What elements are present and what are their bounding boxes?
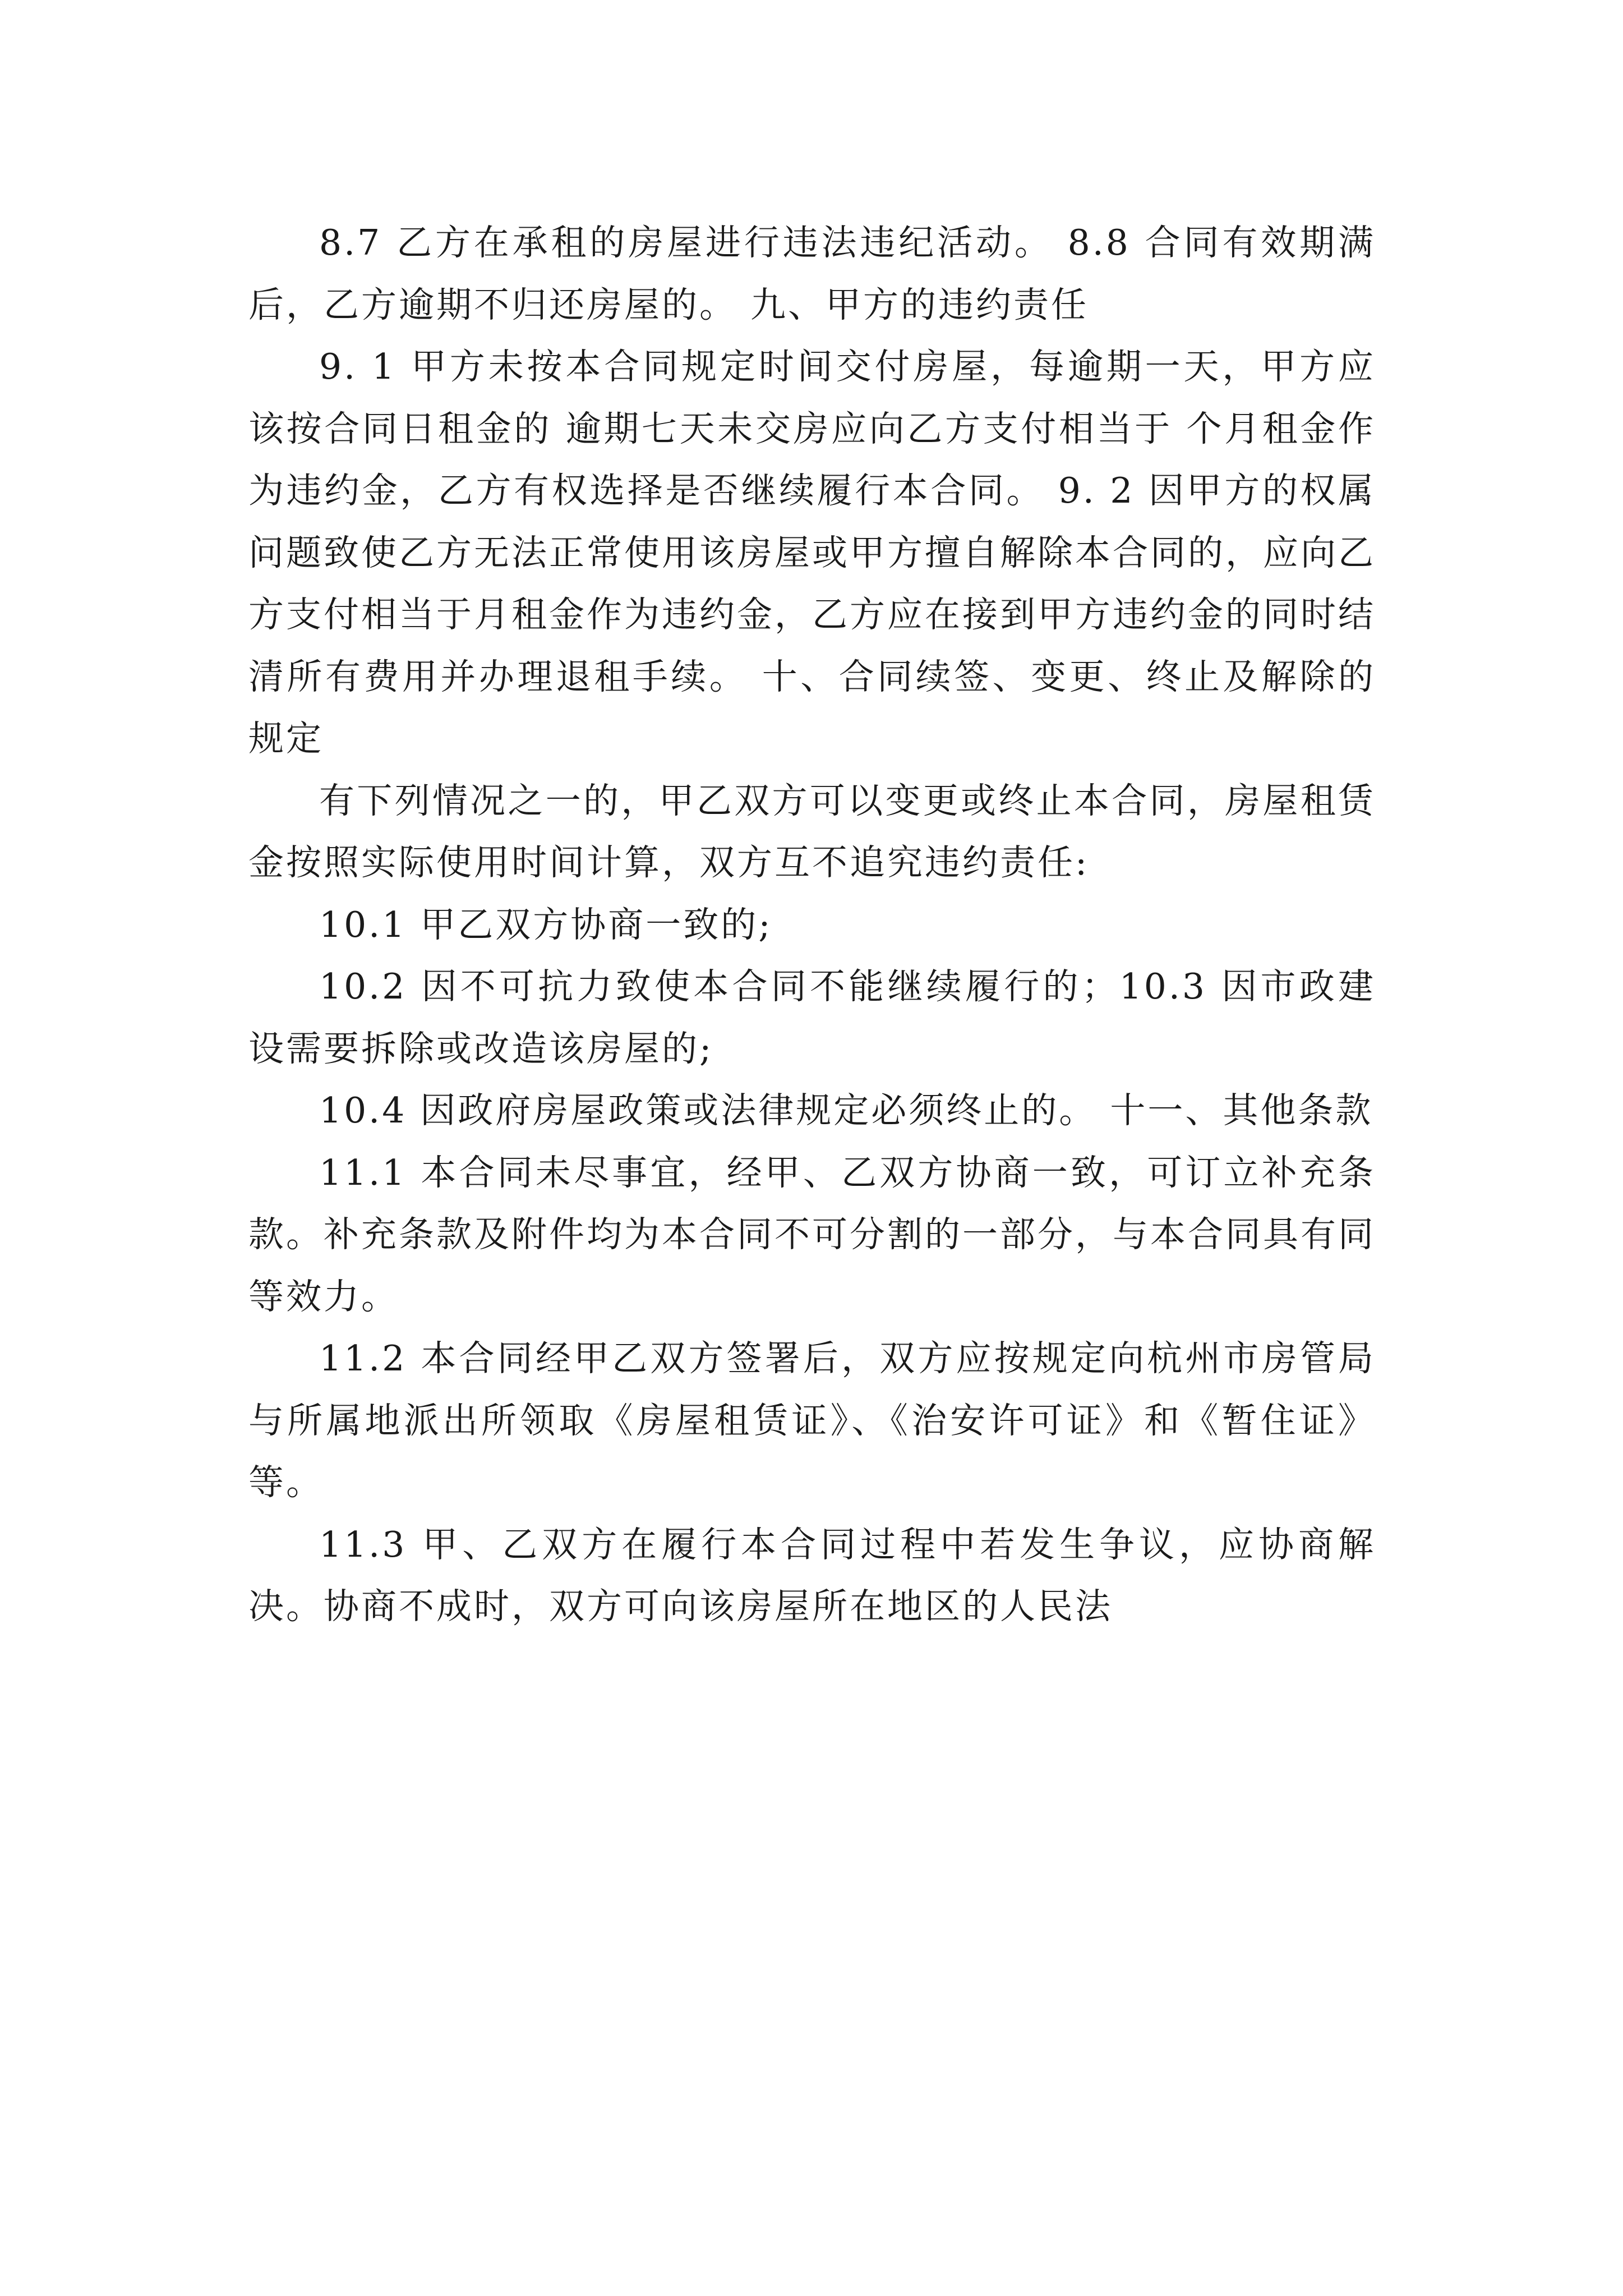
paragraph-clause-10-1: 10.1 甲乙双方协商一致的;: [319, 904, 773, 945]
paragraph-clause-10-4: 10.4 因政府房屋政策或法律规定必须终止的。 十一、其他条款: [319, 1090, 1373, 1131]
paragraph-change-termination-intro: 有下列情况之一的，甲乙双方可以变更或终止本合同，房屋租赁金按照实际使用时间计算，双方互不追究违约责任:: [248, 780, 1376, 883]
paragraph-clause-10-2-10-3: 10.2 因不可抗力致使本合同不能继续履行的；10.3 因市政建设需要拆除或改造该房屋的;: [248, 966, 1376, 1069]
contract-text-body: [248, 212, 1376, 1638]
paragraph-clause-11-1: 11.1 本合同未尽事宜，经甲、乙双方协商一致，可订立补充条款。补充条款及附件均为本合同不可分割的一部分，与本合同具有同等效力。: [248, 1152, 1376, 1317]
paragraph-breach-8-7-8-8: 8.7 乙方在承租的房屋进行违法违纪活动。 8.8 合同有效期满后，乙方逾期不归还房屋的。 九、甲方的违约责任: [248, 222, 1376, 325]
paragraph-clause-11-3: 11.3 甲、乙双方在履行本合同过程中若发生争议，应协商解决。协商不成时，双方可向该房屋所在地区的人民法: [248, 1524, 1376, 1627]
paragraph-clause-11-2: 11.2 本合同经甲乙双方签署后，双方应按规定向杭州市房管局与所属地派出所领取《房屋租赁证》、《治安许可证》和《暂住证》等。: [248, 1338, 1376, 1503]
paragraph-party-a-liability: 9. 1 甲方未按本合同规定时间交付房屋，每逾期一天，甲方应该按合同日租金的 逾期七天未交房应向乙方支付相当于 个月租金作为违约金，乙方有权选择是否继续履行本合同。 9. 2 因甲方的权属问题致使乙方无法正常使用该房屋或甲方擅自解除本合同的，应向乙方支付相当于月租金作为违约金，乙方应在接到甲方违约金的同时结清所有费用并办理退租手续。 十、合同续签、变更、终止及解除的规定: [248, 346, 1376, 759]
